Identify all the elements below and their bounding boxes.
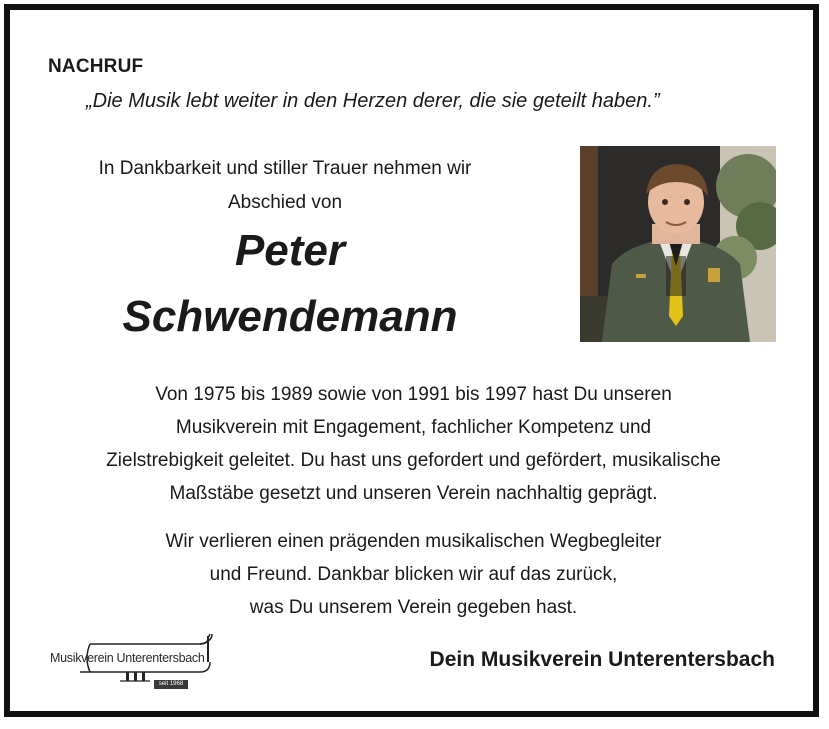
deceased-last-name: Schwendemann	[122, 292, 458, 341]
intro-text	[50, 152, 520, 220]
obituary-heading: NACHRUF	[48, 56, 144, 77]
paragraph-1-line: Musikverein mit Engagement, fachlicher Kompetenz und	[175, 417, 652, 438]
paragraph-2-line: und Freund. Dankbar blicken wir auf das zurück,	[209, 564, 618, 585]
intro-line-1: In Dankbarkeit und stiller Trauer nehmen wir	[98, 158, 472, 179]
logo-badge: seit 1968	[154, 680, 188, 689]
musikverein-logo	[50, 632, 240, 694]
intro-line-2: Abschied von	[227, 192, 343, 213]
memorial-quote: „Die Musik lebt weiter in den Herzen derer, die sie geteilt haben.”	[86, 90, 660, 112]
portrait-illustration	[580, 146, 776, 342]
paragraph-1-line: Zielstrebigkeit geleitet. Du hast uns gefordert und gefördert, musikalische	[106, 450, 721, 471]
deceased-first-name: Peter	[234, 226, 346, 275]
paragraph-1-line: Maßstäbe gesetzt und unseren Verein nachhaltig geprägt.	[169, 483, 658, 504]
paragraph-2-line: was Du unserem Verein gegeben hast.	[249, 597, 578, 618]
tribute-paragraph-1	[20, 378, 807, 510]
portrait-photo	[580, 146, 776, 342]
paragraph-1-line: Von 1975 bis 1989 sowie von 1991 bis 1997 hast Du unseren	[155, 384, 672, 405]
signature: Dein Musikverein Unterentersbach	[429, 648, 775, 671]
paragraph-2-line: Wir verlieren einen prägenden musikalischen Wegbegleiter	[165, 531, 662, 552]
tribute-paragraph-2	[20, 525, 807, 624]
logo-text: Musikverein Unterentersbach	[50, 651, 205, 665]
